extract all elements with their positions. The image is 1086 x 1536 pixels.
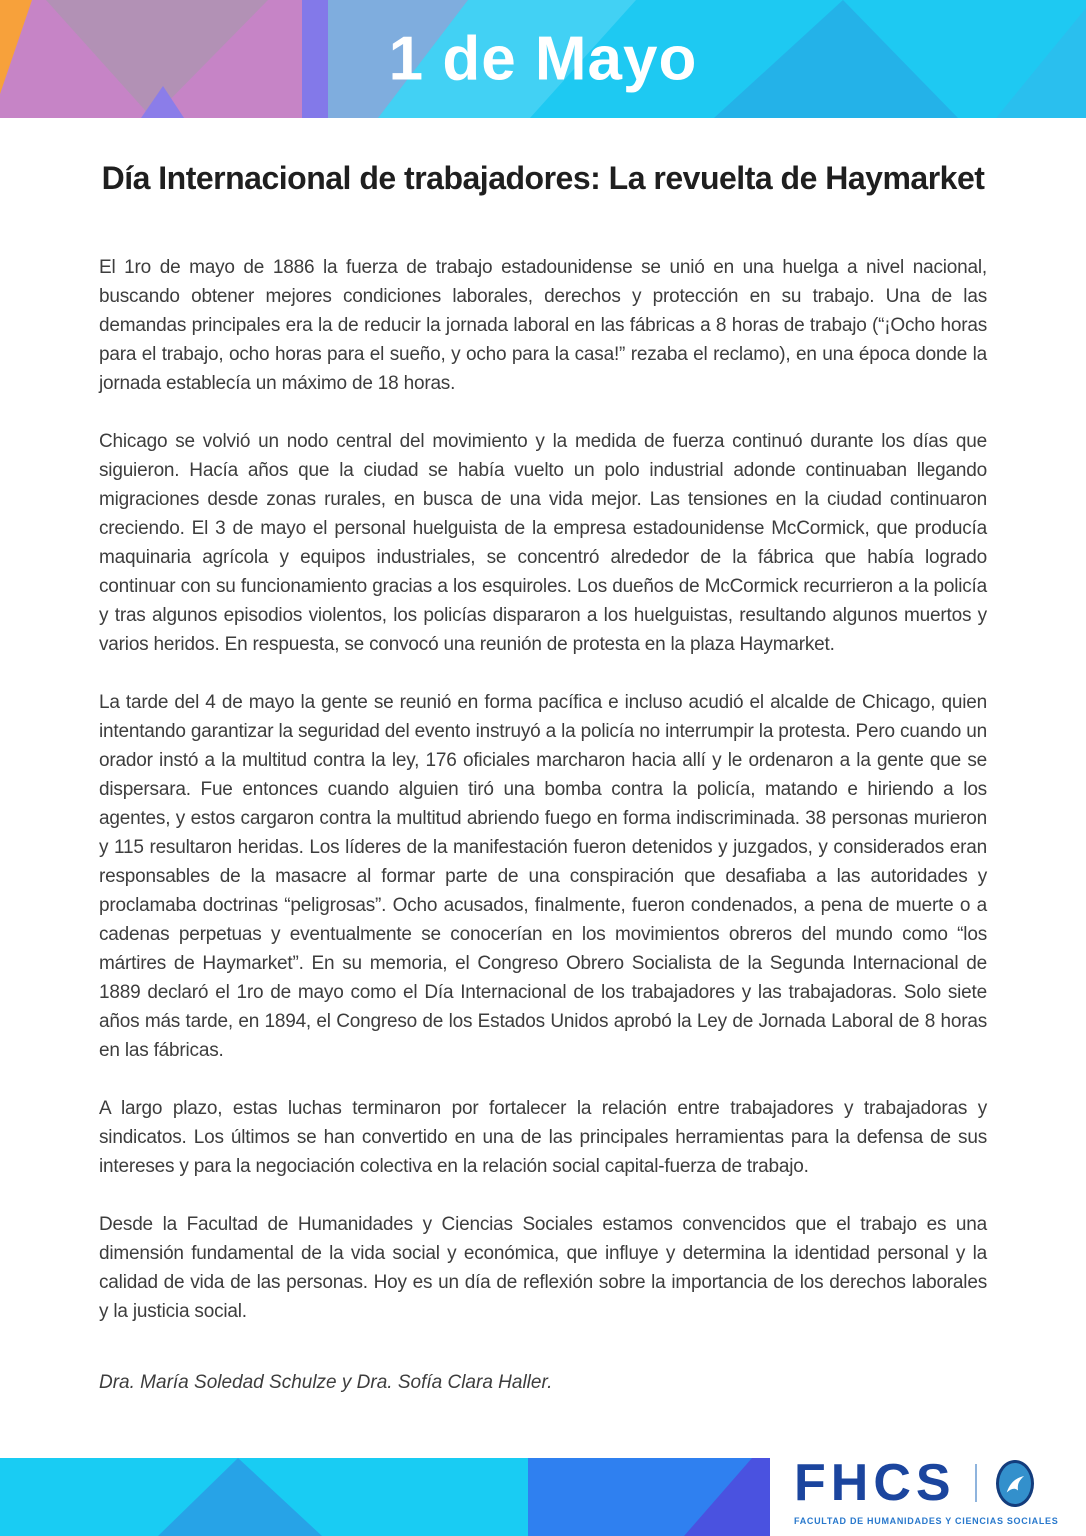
paragraph-long-term: A largo plazo, estas luchas terminaron por fortalecer la relación entre trabajadores y trabajadoras y sindicatos. Los últimos se han convertido en una de las principales herramientas para la defensa de sus intereses y para la negociación colectiva en la relación social capital-fuerza de trabajo.: [99, 1098, 987, 1177]
signature-line: Dra. María Soledad Schulze y Dra. Sofía Clara Haller.: [99, 1372, 553, 1393]
fhcs-logo-acronym: FHCS: [794, 1454, 956, 1512]
paragraph-chicago: Chicago se volvió un nodo central del movimiento y la medida de fuerza continuó durante los días que siguieron. Hacía años que la ciudad se había vuelto un polo industrial adonde continuaban llegando migraciones desde zonas rurales, en busca de una vida mejor. Las tensiones en la ciudad continuaron creciendo. El 3 de mayo el personal huelguista de la empresa estadounidense McCormick, que producía maquinaria agrícola y equipos industriales, se concentró alrededor de la fábrica que había logrado continuar con su funcionamiento gracias a los esquiroles. Los dueños de McCormick recurrieron a la policía y tras algunos episodios violentos, los policías dispararon a los huelguistas, resultando algunos muertos y varios heridos. En respuesta, se convocó una reunión de protesta en la plaza Haymarket.: [99, 431, 987, 655]
footer-band: [0, 1458, 770, 1536]
document-heading: Día Internacional de trabajadores: La revuelta de Haymarket: [101, 160, 985, 196]
fhcs-logo-badge: [996, 1460, 1034, 1507]
bird-icon: [999, 1467, 1032, 1500]
paragraph-faculty-note: Desde la Facultad de Humanidades y Ciencias Sociales estamos convencidos que el trabajo es una dimensión fundamental de la vida social y económica, que influye y determina la identidad personal y la calidad de vida de las personas. Hoy es un día de reflexión sobre la importancia de los derechos laborales y la justicia social.: [99, 1214, 987, 1322]
paragraph-haymarket: La tarde del 4 de mayo la gente se reunió en forma pacífica e incluso acudió el alcalde de Chicago, quien intentando garantizar la seguridad del evento instruyó a la policía no interrumpir la protesta. Pero cuando un orador instó a la multitud contra la ley, 176 oficiales marcharon hacia allí y le ordenaron a la gente que se dispersara. Fue entonces cuando alguien tiró una bomba contra la policía, matando e hiriendo a los agentes, y estos cargaron contra la multitud abriendo fuego en forma indiscriminada. 38 personas murieron y 115 resultaron heridas. Los líderes de la manifestación fueron detenidos y juzgados, y considerados eran responsables de la masacre al formar parte de una conspiración que desafiaba a las autoridades y proclamaba doctrinas “peligrosas”. Ocho acusados, finalmente, fueron condenados, a pena de muerte o a cadenas perpetuas y eventualmente se conocerían en los movimientos obreros del mundo como “los mártires de Haymarket”. En su memoria, el Congreso Obrero Socialista de la Segunda Internacional de 1889 declaró el 1ro de mayo como el Día Internacional de los trabajadores y las trabajadoras. Solo siete años más tarde, en 1894, el Congreso de los Estados Unidos aprobó la Ley de Jornada Laboral de 8 horas en las fábricas.: [99, 692, 987, 1061]
banner-title: 1 de Mayo: [388, 24, 698, 94]
paragraph-strike-1886: El 1ro de mayo de 1886 la fuerza de trabajo estadounidense se unió en una huelga a nivel nacional, buscando obtener mejores condiciones laborales, derechos y protección en su trabajo. Una de las demandas principales era la de reducir la jornada laboral en las fábricas a 8 horas de trabajo (“¡Ocho horas para el trabajo, ocho horas para el sueño, y ocho para la casa!” rezaba el reclamo), en una época donde la jornada establecía un máximo de 18 horas.: [99, 257, 987, 394]
fhcs-logo-caption: FACULTAD DE HUMANIDADES Y CIENCIAS SOCIALES: [794, 1516, 1059, 1526]
fhcs-logo: [794, 1454, 1059, 1526]
document-body: [99, 253, 987, 1326]
footer-shape-royal-blue: [0, 1458, 770, 1536]
fhcs-logo-separator: [975, 1464, 977, 1502]
fhcs-logo-row: [794, 1454, 1034, 1512]
header-banner: [0, 0, 1086, 118]
